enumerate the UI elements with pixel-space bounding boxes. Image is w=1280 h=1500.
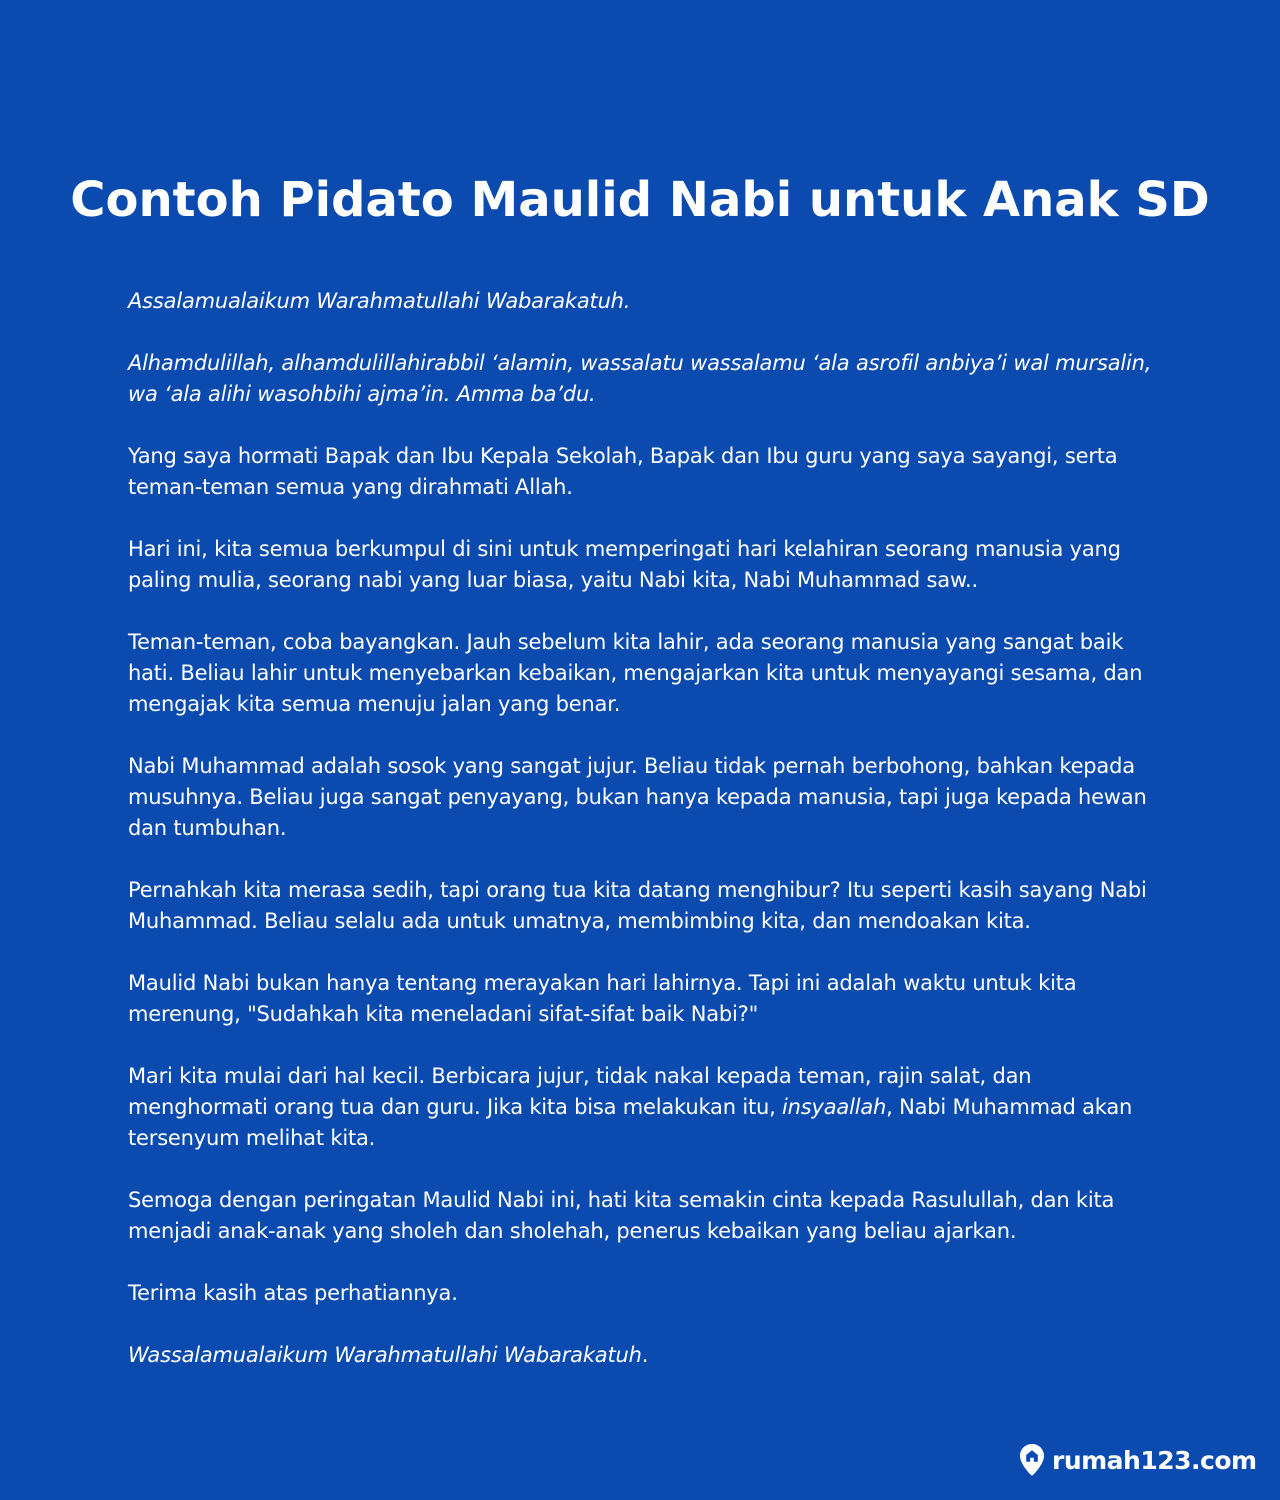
paragraph-small-steps-start: Mari kita mulai dari hal kecil. Berbicara jujur, tidak nakal kepada teman, rajin salat, dan menghormati orang tua dan guru. Jika kita bisa melakukan itu, xyxy=(128,1064,1032,1119)
paragraph-imagine: Teman-teman, coba bayangkan. Jauh sebelum kita lahir, ada seorang manusia yang sangat baik hati. Beliau lahir untuk menyebarkan kebaikan, mengajarkan kita untuk menyayangi sesama, dan mengajak kita semua menuju jalan yang benar. xyxy=(128,630,1143,716)
opening-praise: Alhamdulillah, alhamdulillahirabbil ‘alamin, wassalatu wassalamu ‘ala asrofil anbiya’i wal mursalin, wa ‘ala alihi wasohbihi ajma’in. Amma ba’du. xyxy=(128,351,1152,406)
paragraph-respect: Yang saya hormati Bapak dan Ibu Kepala Sekolah, Bapak dan Ibu guru yang saya sayangi, serta teman-teman semua yang dirahmati Allah. xyxy=(128,444,1118,499)
paragraph-thanks: Terima kasih atas perhatiannya. xyxy=(128,1281,458,1305)
location-pin-icon xyxy=(1018,1443,1046,1477)
paragraph-small-steps-end: , Nabi Muhammad akan tersenyum melihat kita. xyxy=(128,1095,1133,1150)
brand-logo-text: rumah123.com xyxy=(1052,1445,1257,1475)
closing-greeting xyxy=(128,1340,1168,1371)
closing-greeting-text: Wassalamualaikum Warahmatullahi Wabarakatuh xyxy=(128,1343,642,1367)
paragraph-small-steps xyxy=(128,1061,1168,1154)
speech-body xyxy=(128,286,1168,1402)
closing-period: . xyxy=(641,1343,649,1367)
paragraph-honesty: Nabi Muhammad adalah sosok yang sangat jujur. Beliau tidak pernah berbohong, bahkan kepada musuhnya. Beliau juga sangat penyayang, bukan hanya kepada manusia, tapi juga kepada hewan dan tumbuhan. xyxy=(128,754,1147,840)
paragraph-love: Pernahkah kita merasa sedih, tapi orang tua kita datang menghibur? Itu seperti kasih sayang Nabi Muhammad. Beliau selalu ada untuk umatnya, membimbing kita, dan mendoakan kita. xyxy=(128,878,1147,933)
paragraph-today: Hari ini, kita semua berkumpul di sini untuk memperingati hari kelahiran seorang manusia yang paling mulia, seorang nabi yang luar biasa, yaitu Nabi kita, Nabi Muhammad saw.. xyxy=(128,537,1121,592)
insyaallah-text: insyaallah xyxy=(782,1095,887,1119)
opening-greeting: Assalamualaikum Warahmatullahi Wabarakatuh. xyxy=(128,289,631,313)
page-title: Contoh Pidato Maulid Nabi untuk Anak SD xyxy=(70,172,1210,228)
paragraph-hope: Semoga dengan peringatan Maulid Nabi ini, hati kita semakin cinta kepada Rasulullah, dan kita menjadi anak-anak yang sholeh dan sholehah, penerus kebaikan yang beliau ajarkan. xyxy=(128,1188,1115,1243)
paragraph-reflection: Maulid Nabi bukan hanya tentang merayakan hari lahirnya. Tapi ini adalah waktu untuk kita merenung, "Sudahkah kita meneladani sifat-sifat baik Nabi?" xyxy=(128,971,1077,1026)
brand-logo xyxy=(1018,1440,1257,1480)
